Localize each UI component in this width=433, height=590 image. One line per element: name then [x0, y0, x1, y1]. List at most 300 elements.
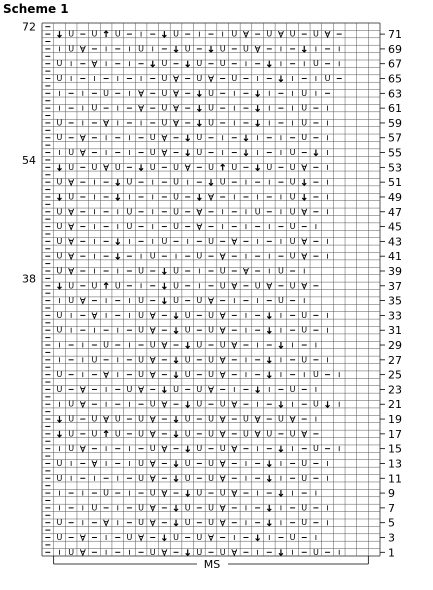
double-decrease-symbol — [255, 416, 260, 422]
yarn-over-symbol: U — [301, 103, 308, 113]
right-row-label: 43 — [388, 235, 402, 249]
yarn-over-symbol: U — [301, 133, 308, 143]
yarn-over-symbol: U — [219, 547, 226, 557]
double-decrease-symbol — [162, 549, 167, 555]
double-decrease-symbol — [267, 283, 272, 289]
double-decrease-symbol — [220, 253, 225, 259]
double-decrease-symbol — [80, 534, 85, 540]
yarn-over-symbol: U — [208, 414, 214, 424]
yarn-over-symbol: U — [138, 325, 144, 335]
double-decrease-symbol — [80, 401, 85, 407]
yarn-over-symbol: U — [126, 177, 133, 187]
yarn-over-symbol: U — [56, 222, 63, 232]
right-row-label: 55 — [388, 146, 402, 160]
yarn-over-symbol: U — [289, 429, 296, 439]
right-row-label: 3 — [388, 531, 395, 545]
yarn-over-symbol: U — [219, 399, 226, 409]
yarn-over-symbol: U — [114, 414, 121, 424]
yarn-over-symbol: U — [254, 281, 261, 291]
right-row-label: 13 — [388, 457, 402, 471]
yarn-over-symbol: U — [68, 148, 75, 158]
yarn-over-symbol: U — [149, 399, 156, 409]
yarn-over-symbol: U — [208, 429, 214, 439]
double-decrease-symbol — [80, 150, 85, 156]
yarn-over-symbol: U — [231, 162, 238, 172]
yarn-over-symbol: U — [56, 251, 63, 261]
yarn-over-symbol: U — [138, 296, 144, 306]
double-decrease-symbol — [162, 446, 167, 452]
yarn-over-symbol: U — [266, 162, 273, 172]
yarn-over-symbol: U — [312, 370, 319, 380]
yarn-over-symbol: U — [56, 370, 63, 380]
yarn-over-symbol: U — [243, 44, 249, 54]
yarn-over-symbol: U — [56, 384, 63, 394]
yarn-over-symbol: U — [149, 148, 156, 158]
double-decrease-symbol — [209, 386, 214, 392]
left-row-label: 72 — [22, 20, 36, 34]
yarn-over-symbol: U — [68, 296, 75, 306]
right-row-label: 11 — [388, 472, 402, 486]
double-decrease-symbol — [220, 475, 225, 481]
double-decrease-symbol — [302, 209, 307, 215]
yarn-over-symbol: U — [289, 192, 296, 202]
double-decrease-symbol — [92, 312, 97, 318]
yarn-over-symbol: U — [91, 281, 98, 291]
double-decrease-symbol — [150, 460, 155, 466]
yarn-over-symbol: U — [289, 207, 296, 217]
double-decrease-symbol — [174, 105, 179, 111]
yarn-over-symbol: U — [184, 370, 191, 380]
yarn-over-symbol: U — [68, 281, 75, 291]
double-decrease-symbol — [232, 549, 237, 555]
right-row-label: 53 — [388, 161, 402, 175]
yarn-over-symbol: U — [68, 29, 75, 39]
yarn-over-symbol: U — [196, 532, 203, 542]
yarn-over-symbol: U — [149, 251, 156, 261]
right-row-label: 63 — [388, 87, 402, 101]
left-row-label: 54 — [22, 153, 36, 167]
yarn-over-symbol: U — [126, 207, 133, 217]
right-row-label: 15 — [388, 442, 402, 456]
yarn-over-symbol: U — [68, 547, 75, 557]
yarn-over-symbol: U — [56, 310, 63, 320]
right-row-label: 9 — [388, 487, 395, 501]
yarn-over-symbol: U — [312, 59, 319, 69]
right-row-label: 69 — [388, 42, 402, 56]
double-decrease-symbol — [150, 431, 155, 437]
double-decrease-symbol — [150, 475, 155, 481]
double-decrease-symbol — [92, 61, 97, 67]
yarn-over-symbol: U — [196, 547, 203, 557]
yarn-over-symbol: U — [173, 281, 179, 291]
double-decrease-symbol — [232, 490, 237, 496]
yarn-over-symbol: U — [231, 29, 238, 39]
double-decrease-symbol — [80, 298, 85, 304]
double-decrease-symbol — [139, 534, 144, 540]
double-decrease-symbol — [220, 372, 225, 378]
yarn-over-symbol: U — [312, 399, 319, 409]
right-row-label: 33 — [388, 309, 402, 323]
yarn-over-symbol: U — [208, 473, 214, 483]
yarn-over-symbol: U — [243, 414, 249, 424]
yarn-over-symbol: U — [56, 133, 63, 143]
yarn-over-symbol: U — [149, 547, 156, 557]
yarn-over-symbol: U — [196, 296, 203, 306]
yarn-over-symbol: U — [56, 458, 63, 468]
yarn-over-symbol: U — [184, 325, 191, 335]
double-decrease-symbol — [162, 135, 167, 141]
yarn-over-symbol: U — [208, 236, 214, 246]
yarn-over-symbol: U — [208, 325, 214, 335]
double-decrease-symbol — [220, 416, 225, 422]
yarn-over-symbol: U — [301, 518, 308, 528]
right-row-label: 31 — [388, 324, 402, 338]
yarn-over-symbol: U — [161, 236, 168, 246]
double-decrease-symbol — [220, 460, 225, 466]
yarn-over-symbol: U — [196, 399, 203, 409]
yarn-over-symbol: U — [173, 296, 179, 306]
double-decrease-symbol — [220, 520, 225, 526]
double-decrease-symbol — [104, 372, 109, 378]
yarn-over-symbol: U — [149, 488, 156, 498]
double-decrease-symbol — [139, 386, 144, 392]
right-row-label: 23 — [388, 383, 402, 397]
double-decrease-symbol — [150, 416, 155, 422]
yarn-over-symbol: U — [301, 88, 308, 98]
yarn-over-symbol: U — [138, 473, 144, 483]
yarn-over-symbol: U — [173, 177, 179, 187]
double-decrease-symbol — [255, 431, 260, 437]
yarn-over-symbol: U — [138, 503, 144, 513]
yarn-over-symbol: U — [208, 355, 214, 365]
yarn-over-symbol: U — [138, 44, 144, 54]
double-decrease-symbol — [185, 164, 190, 170]
right-row-label: 21 — [388, 398, 402, 412]
yarn-over-symbol: U — [161, 59, 168, 69]
yarn-over-symbol: U — [324, 74, 331, 84]
yarn-over-symbol: U — [196, 340, 203, 350]
yarn-over-symbol: U — [138, 266, 144, 276]
yarn-over-symbol: U — [266, 429, 273, 439]
yarn-over-symbol: U — [91, 29, 98, 39]
double-decrease-symbol — [209, 298, 214, 304]
yarn-over-symbol: U — [289, 162, 296, 172]
yarn-over-symbol: U — [56, 325, 63, 335]
yarn-over-symbol: U — [301, 118, 308, 128]
yarn-over-symbol: U — [301, 325, 308, 335]
yarn-over-symbol: U — [219, 177, 226, 187]
yarn-over-symbol: U — [184, 473, 191, 483]
yarn-over-symbol: U — [126, 384, 133, 394]
yarn-over-symbol: U — [196, 444, 203, 454]
double-decrease-symbol — [139, 105, 144, 111]
yarn-over-symbol: U — [138, 429, 144, 439]
yarn-over-symbol: U — [138, 414, 144, 424]
yarn-over-symbol: U — [219, 444, 226, 454]
double-decrease-symbol — [243, 31, 248, 37]
yarn-over-symbol: U — [219, 488, 226, 498]
yarn-over-symbol: U — [289, 281, 296, 291]
yarn-over-symbol: U — [219, 266, 226, 276]
double-decrease-symbol — [197, 224, 202, 230]
yarn-over-symbol: U — [173, 29, 179, 39]
double-decrease-symbol — [162, 150, 167, 156]
double-decrease-symbol — [150, 372, 155, 378]
double-decrease-symbol — [197, 209, 202, 215]
yarn-over-symbol: U — [138, 370, 144, 380]
yarn-over-symbol: U — [149, 133, 156, 143]
yarn-over-symbol: U — [208, 103, 214, 113]
yarn-over-symbol: U — [68, 414, 75, 424]
yarn-over-symbol: U — [126, 222, 133, 232]
yarn-over-symbol: U — [289, 29, 296, 39]
yarn-over-symbol: U — [301, 310, 308, 320]
right-row-label: 19 — [388, 413, 402, 427]
yarn-over-symbol: U — [138, 458, 144, 468]
yarn-over-symbol: U — [208, 88, 214, 98]
yarn-over-symbol: U — [173, 532, 179, 542]
double-decrease-symbol — [232, 238, 237, 244]
double-decrease-symbol — [232, 446, 237, 452]
right-row-label: 1 — [388, 546, 395, 560]
yarn-over-symbol: U — [278, 296, 284, 306]
yarn-over-symbol: U — [301, 503, 308, 513]
yarn-over-symbol: U — [219, 340, 226, 350]
yarn-over-symbol: U — [138, 310, 144, 320]
yarn-over-symbol: U — [196, 148, 203, 158]
double-decrease-symbol — [150, 520, 155, 526]
yarn-over-symbol: U — [91, 162, 98, 172]
yarn-over-symbol: U — [161, 118, 168, 128]
yarn-over-symbol: U — [312, 547, 319, 557]
yarn-over-symbol: U — [56, 532, 63, 542]
double-decrease-symbol — [162, 342, 167, 348]
yarn-over-symbol: U — [161, 74, 168, 84]
yarn-over-symbol: U — [149, 162, 156, 172]
yarn-over-symbol: U — [184, 44, 191, 54]
double-decrease-symbol — [302, 164, 307, 170]
yarn-over-symbol: U — [231, 74, 238, 84]
yarn-over-symbol: U — [114, 162, 121, 172]
right-row-label: 37 — [388, 279, 402, 293]
yarn-over-symbol: U — [68, 444, 75, 454]
yarn-over-symbol: U — [289, 532, 296, 542]
double-decrease-symbol — [80, 386, 85, 392]
double-decrease-symbol — [220, 312, 225, 318]
double-decrease-symbol — [92, 460, 97, 466]
yarn-over-symbol: U — [254, 207, 261, 217]
double-decrease-symbol — [209, 194, 214, 200]
double-decrease-symbol — [80, 135, 85, 141]
double-decrease-symbol — [139, 90, 144, 96]
right-row-label: 65 — [388, 72, 402, 86]
double-decrease-symbol — [69, 179, 74, 185]
yarn-over-symbol: U — [91, 414, 98, 424]
yarn-over-symbol: U — [103, 488, 110, 498]
double-decrease-symbol — [80, 549, 85, 555]
double-decrease-symbol — [278, 31, 283, 37]
yarn-over-symbol: U — [114, 29, 121, 39]
double-decrease-symbol — [69, 253, 74, 259]
double-decrease-symbol — [220, 505, 225, 511]
yarn-over-symbol: U — [184, 310, 191, 320]
yarn-over-symbol: U — [68, 192, 75, 202]
yarn-over-symbol: U — [173, 192, 179, 202]
double-decrease-symbol — [69, 209, 74, 215]
yarn-over-symbol: U — [208, 458, 214, 468]
yarn-over-symbol: U — [219, 281, 226, 291]
double-decrease-symbol — [325, 31, 330, 37]
yarn-over-symbol: U — [173, 207, 179, 217]
double-decrease-symbol — [174, 76, 179, 82]
yarn-over-symbol: U — [149, 444, 156, 454]
yarn-over-symbol: U — [114, 281, 121, 291]
right-row-label: 51 — [388, 176, 402, 190]
double-decrease-symbol — [220, 327, 225, 333]
yarn-over-symbol: U — [91, 503, 98, 513]
yarn-over-symbol: U — [219, 44, 226, 54]
right-row-label: 25 — [388, 368, 402, 382]
double-decrease-symbol — [302, 238, 307, 244]
yarn-over-symbol: U — [173, 384, 179, 394]
yarn-over-symbol: U — [56, 266, 63, 276]
yarn-over-symbol: U — [68, 399, 75, 409]
right-row-label: 17 — [388, 427, 402, 441]
yarn-over-symbol: U — [56, 473, 63, 483]
double-decrease-symbol — [69, 238, 74, 244]
yarn-over-symbol: U — [289, 222, 296, 232]
double-decrease-symbol — [80, 46, 85, 52]
yarn-over-symbol: U — [208, 162, 214, 172]
right-row-label: 49 — [388, 190, 402, 204]
double-decrease-symbol — [232, 342, 237, 348]
yarn-over-symbol: U — [103, 88, 110, 98]
double-decrease-symbol — [162, 401, 167, 407]
yarn-over-symbol: U — [173, 266, 179, 276]
double-decrease-symbol — [232, 401, 237, 407]
double-decrease-symbol — [232, 283, 237, 289]
yarn-over-symbol: U — [312, 29, 319, 39]
yarn-over-symbol: U — [208, 503, 214, 513]
double-decrease-symbol — [104, 520, 109, 526]
yarn-over-symbol: U — [196, 133, 203, 143]
yarn-over-symbol: U — [243, 429, 249, 439]
double-decrease-symbol — [220, 357, 225, 363]
yarn-over-symbol: U — [149, 340, 156, 350]
yarn-over-symbol: U — [208, 118, 214, 128]
yarn-over-symbol: U — [196, 384, 203, 394]
yarn-over-symbol: U — [91, 103, 98, 113]
yarn-over-symbol: U — [184, 414, 191, 424]
chart-title: Scheme 1 — [3, 2, 69, 16]
right-row-label: 5 — [388, 516, 395, 530]
right-row-label: 35 — [388, 294, 402, 308]
double-decrease-symbol — [290, 416, 295, 422]
right-row-label: 57 — [388, 131, 402, 145]
double-decrease-symbol — [69, 224, 74, 230]
yarn-over-symbol: U — [56, 118, 63, 128]
ms-label: MS — [203, 558, 221, 571]
double-decrease-symbol — [243, 268, 248, 274]
yarn-over-symbol: U — [289, 177, 296, 187]
double-decrease-symbol — [220, 431, 225, 437]
double-decrease-symbol — [209, 76, 214, 82]
yarn-over-symbol: U — [68, 162, 75, 172]
yarn-over-symbol: U — [56, 518, 63, 528]
double-decrease-symbol — [150, 327, 155, 333]
yarn-over-symbol: U — [196, 488, 203, 498]
right-row-label: 47 — [388, 205, 402, 219]
yarn-over-symbol: U — [196, 59, 203, 69]
yarn-over-symbol: U — [219, 59, 226, 69]
double-decrease-symbol — [104, 120, 109, 126]
yarn-over-symbol: U — [56, 177, 63, 187]
yarn-over-symbol: U — [138, 518, 144, 528]
yarn-over-symbol: U — [138, 355, 144, 365]
yarn-over-symbol: U — [184, 503, 191, 513]
double-decrease-symbol — [69, 268, 74, 274]
yarn-over-symbol: U — [126, 532, 133, 542]
yarn-over-symbol: U — [91, 429, 98, 439]
yarn-over-symbol: U — [56, 207, 63, 217]
right-row-label: 45 — [388, 220, 402, 234]
right-row-label: 59 — [388, 116, 402, 130]
yarn-over-symbol: U — [68, 44, 75, 54]
yarn-over-symbol: U — [312, 444, 319, 454]
right-row-label: 71 — [388, 28, 402, 42]
double-decrease-symbol — [150, 312, 155, 318]
yarn-over-symbol: U — [208, 518, 214, 528]
yarn-over-symbol: U — [289, 384, 296, 394]
left-row-label: 38 — [22, 272, 36, 286]
double-decrease-symbol — [162, 490, 167, 496]
right-row-label: 7 — [388, 501, 395, 515]
yarn-over-symbol: U — [278, 414, 284, 424]
right-row-label: 41 — [388, 250, 402, 264]
yarn-over-symbol: U — [289, 236, 296, 246]
yarn-over-symbol: U — [301, 458, 308, 468]
double-decrease-symbol — [302, 283, 307, 289]
yarn-over-symbol: U — [173, 222, 179, 232]
double-decrease-symbol — [174, 90, 179, 96]
yarn-over-symbol: U — [208, 370, 214, 380]
right-row-label: 29 — [388, 339, 402, 353]
right-row-label: 27 — [388, 353, 402, 367]
double-decrease-symbol — [174, 120, 179, 126]
yarn-over-symbol: U — [114, 429, 121, 439]
yarn-over-symbol: U — [278, 266, 284, 276]
double-decrease-symbol — [302, 253, 307, 259]
yarn-over-symbol: U — [301, 473, 308, 483]
double-decrease-symbol — [80, 446, 85, 452]
double-decrease-symbol — [104, 164, 109, 170]
yarn-over-symbol: U — [289, 148, 296, 158]
double-decrease-symbol — [150, 357, 155, 363]
yarn-over-symbol: U — [289, 251, 296, 261]
double-decrease-symbol — [150, 505, 155, 511]
yarn-over-symbol: U — [184, 355, 191, 365]
yarn-over-symbol: U — [56, 59, 63, 69]
right-row-label: 67 — [388, 57, 402, 71]
yarn-over-symbol: U — [56, 236, 63, 246]
double-decrease-symbol — [302, 431, 307, 437]
double-decrease-symbol — [255, 46, 260, 52]
yarn-over-symbol: U — [184, 458, 191, 468]
right-row-label: 61 — [388, 102, 402, 116]
yarn-over-symbol: U — [196, 251, 203, 261]
yarn-over-symbol: U — [91, 355, 98, 365]
yarn-over-symbol: U — [103, 340, 110, 350]
